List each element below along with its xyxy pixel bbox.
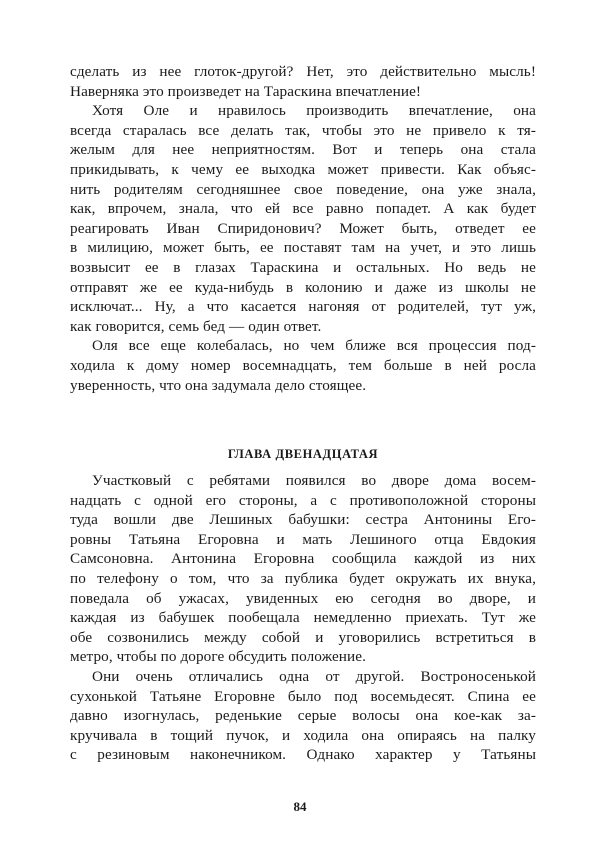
text-line: Они очень отличались одна от другой. Востроносенькой — [92, 667, 536, 685]
text-line: всегда старалась все делать так, чтобы это не привело к тя- — [70, 121, 536, 139]
text-line: надцать с одной его стороны, а с противоположной стороны — [70, 491, 536, 509]
text-line: возвысит ее в глазах Тараскина и остальных. Но ведь не — [70, 258, 536, 276]
text-line: кручивала в тощий пучок, и ходила она опираясь на палку — [70, 726, 536, 744]
text-line: ходила к дому номер восемнадцать, тем больше в ней росла — [70, 356, 536, 374]
text-line: нить родителям сегодняшнее свое поведение, она уже знала, — [70, 180, 536, 198]
text-line: поведала об ужасах, увиденных ею сегодня во дворе, и — [70, 589, 536, 607]
text-line: каждая из бабушек пообещала немедленно приехать. Тут же — [70, 609, 536, 627]
text-line: Наверняка это произведет на Тараскина впечатление! — [70, 82, 422, 100]
text-line: с резиновым наконечником. Однако характер у Татьяны — [70, 746, 536, 764]
text-block-chapter — [70, 471, 536, 765]
text-line: обе созвонились между собой и уговорились встретиться в — [70, 628, 536, 646]
text-line: сухонькой Татьяне Егоровне было под восемьдесят. Спина ее — [70, 687, 536, 705]
text-line: желым для нее неприятностям. Вот и теперь она стала — [70, 141, 536, 159]
text-line: уверенность, что она задумала дело стоящее. — [70, 376, 367, 394]
text-line: отправят же ее куда-нибудь в колонию и даже из школы не — [70, 278, 536, 296]
text-line: как говорится, семь бед — один ответ. — [70, 317, 322, 335]
text-line: по телефону о том, что за публика будет окружать их внука, — [70, 569, 536, 587]
text-line: ровны Татьяна Егоровна и мать Лешиного отца Евдокия — [70, 530, 536, 548]
text-line: Оля все еще колебалась, но чем ближе вся процессия под- — [92, 337, 536, 355]
text-line: давно изогнулась, реденькие серые волосы она кое-как за- — [70, 707, 536, 725]
page-number: 84 — [293, 799, 307, 814]
text-line: исключат... Ну, а что касается нагоняя от родителей, тут уж, — [70, 298, 536, 316]
chapter-heading: ГЛАВА ДВЕНАДЦАТАЯ — [227, 447, 379, 461]
text-line: туда вошли две Лешиных бабушки: сестра Антонины Его- — [70, 511, 536, 529]
text-line: сделать из нее глоток-другой? Нет, это действительно мысль! — [70, 63, 536, 80]
text-line: реагировать Иван Спиридонович? Может быть, отведет ее — [70, 219, 536, 237]
text-line: Хотя Оле и нравилось производить впечатление, она — [92, 102, 536, 120]
text-line: в милицию, может быть, ее поставят там на учет, и это лишь — [70, 239, 536, 257]
text-line: метро, чтобы по дороге обсудить положение. — [70, 648, 367, 666]
text-line: Участковый с ребятами появился во дворе дома восем- — [92, 472, 536, 489]
text-line: Самсоновна. Антонина Егоровна сообщила каждой из них — [70, 550, 536, 568]
text-line: как, впрочем, знала, что ей все равно попадет. А как будет — [70, 200, 536, 218]
text-block-top — [70, 62, 536, 395]
text-line: прикидывать, к чему ее выходка может привести. Как объяс- — [70, 160, 536, 178]
